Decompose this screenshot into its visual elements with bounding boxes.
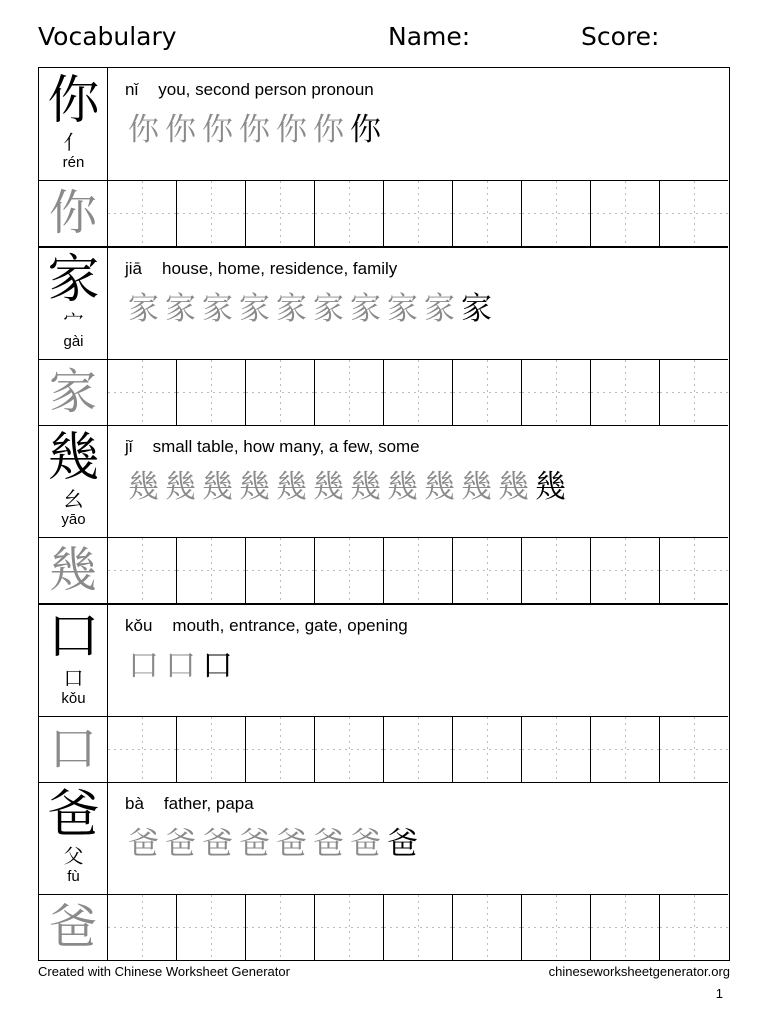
practice-cell[interactable] xyxy=(177,538,246,603)
stroke-step: 幾 xyxy=(350,469,381,505)
radical: 亻 xyxy=(63,130,84,154)
practice-cell[interactable] xyxy=(384,360,453,425)
practice-cell[interactable] xyxy=(315,181,384,246)
stroke-step: 幾 xyxy=(128,469,159,505)
entry-info-row xyxy=(39,604,728,717)
stroke-step: 你 xyxy=(202,112,233,148)
score-label: Score: xyxy=(581,22,660,51)
pinyin: bà xyxy=(125,794,144,813)
practice-row xyxy=(39,538,728,603)
entry-info xyxy=(125,259,397,279)
practice-cell[interactable] xyxy=(108,181,177,246)
name-label: Name: xyxy=(388,22,471,51)
practice-cell[interactable] xyxy=(591,717,660,782)
stroke-step: 家 xyxy=(313,290,344,327)
stroke-step: 幾 xyxy=(498,469,529,505)
practice-cell[interactable] xyxy=(591,360,660,425)
practice-cell[interactable] xyxy=(177,895,246,960)
practice-cell[interactable] xyxy=(384,181,453,246)
practice-cell[interactable] xyxy=(384,895,453,960)
practice-cell[interactable] xyxy=(453,538,522,603)
pinyin: kǒu xyxy=(125,615,153,635)
stroke-step: 你 xyxy=(165,112,196,148)
meaning: you, second person pronoun xyxy=(158,80,374,99)
practice-cell[interactable] xyxy=(453,181,522,246)
practice-cell[interactable] xyxy=(246,181,315,246)
practice-sheet xyxy=(38,67,730,961)
footer-site: chineseworksheetgenerator.org xyxy=(548,964,730,979)
practice-cell[interactable] xyxy=(660,360,729,425)
radical-pinyin: kǒu xyxy=(61,689,86,707)
worksheet-header xyxy=(38,22,728,58)
practice-cell[interactable] xyxy=(522,360,591,425)
stroke-step: 口 xyxy=(165,647,196,684)
practice-cell[interactable] xyxy=(246,895,315,960)
entry-info-row xyxy=(39,68,728,181)
page-number: 1 xyxy=(715,986,723,1001)
pinyin: jiā xyxy=(125,258,143,278)
practice-cell[interactable] xyxy=(177,181,246,246)
stroke-step: 爸 xyxy=(239,826,270,862)
radical: 宀 xyxy=(63,308,84,333)
practice-cell[interactable] xyxy=(315,717,384,782)
vocab-entry xyxy=(39,247,728,426)
character-column xyxy=(39,68,108,180)
practice-cell[interactable] xyxy=(384,538,453,603)
radical-pinyin: gài xyxy=(63,332,84,350)
stroke-order-sequence xyxy=(125,287,495,331)
stroke-step: 幾 xyxy=(461,469,492,505)
practice-cell[interactable] xyxy=(591,895,660,960)
practice-cell[interactable] xyxy=(108,538,177,603)
practice-cell[interactable] xyxy=(522,181,591,246)
vocab-entry xyxy=(39,425,728,604)
stroke-order-sequence xyxy=(125,822,421,866)
main-character: 幾 xyxy=(47,428,100,488)
main-character: 家 xyxy=(47,249,100,310)
practice-row xyxy=(39,895,728,960)
pinyin: jǐ xyxy=(125,437,133,456)
stroke-step: 幾 xyxy=(276,469,307,505)
main-character: 你 xyxy=(47,71,100,131)
stroke-step: 你 xyxy=(239,112,270,148)
character-column xyxy=(39,604,108,716)
vocab-entry xyxy=(39,68,728,247)
stroke-order-sequence xyxy=(125,108,384,152)
practice-cell[interactable] xyxy=(246,717,315,782)
trace-character: 你 xyxy=(39,181,108,246)
radical-pinyin: fù xyxy=(67,868,80,885)
practice-row xyxy=(39,181,728,246)
radical-pinyin: rén xyxy=(62,154,85,171)
practice-cell[interactable] xyxy=(315,360,384,425)
stroke-step: 家 xyxy=(239,290,270,327)
practice-row xyxy=(39,360,728,425)
practice-cell[interactable] xyxy=(591,538,660,603)
stroke-step: 幾 xyxy=(165,469,196,505)
entry-info xyxy=(125,437,420,457)
practice-cell[interactable] xyxy=(246,538,315,603)
pinyin: nǐ xyxy=(125,80,139,99)
character-column xyxy=(39,247,108,359)
stroke-step: 爸 xyxy=(350,826,381,862)
stroke-order-sequence xyxy=(125,644,236,688)
practice-cell[interactable] xyxy=(315,895,384,960)
practice-cell[interactable] xyxy=(660,717,729,782)
trace-character: 家 xyxy=(39,360,108,425)
radical: 幺 xyxy=(63,487,84,511)
stroke-step: 家 xyxy=(165,290,196,327)
character-column xyxy=(39,425,108,537)
stroke-step: 爸 xyxy=(387,826,418,862)
stroke-step: 你 xyxy=(276,112,307,148)
practice-cell[interactable] xyxy=(177,360,246,425)
practice-cell[interactable] xyxy=(315,538,384,603)
stroke-step: 家 xyxy=(202,290,233,327)
meaning: small table, how many, a few, some xyxy=(152,437,420,456)
practice-cell[interactable] xyxy=(522,538,591,603)
vocab-entry xyxy=(39,604,728,783)
main-character: 口 xyxy=(47,606,100,667)
vocab-entry xyxy=(39,782,728,961)
practice-cell[interactable] xyxy=(591,181,660,246)
stroke-step: 你 xyxy=(350,112,381,148)
stroke-step: 家 xyxy=(350,290,381,327)
practice-cell[interactable] xyxy=(660,895,729,960)
stroke-step: 爸 xyxy=(313,826,344,862)
stroke-step: 幾 xyxy=(424,469,455,505)
practice-cell[interactable] xyxy=(108,360,177,425)
stroke-step: 幾 xyxy=(535,469,566,505)
entry-info xyxy=(125,616,408,636)
stroke-step: 家 xyxy=(387,290,418,327)
stroke-step: 家 xyxy=(128,290,159,327)
radical-pinyin: yāo xyxy=(61,511,86,528)
worksheet-title: Vocabulary xyxy=(38,22,177,51)
trace-character: 口 xyxy=(39,717,108,782)
practice-row xyxy=(39,717,728,782)
entry-info-row xyxy=(39,247,728,360)
practice-cell[interactable] xyxy=(660,538,729,603)
character-column xyxy=(39,782,108,894)
stroke-step: 幾 xyxy=(387,469,418,505)
meaning: mouth, entrance, gate, opening xyxy=(172,615,408,635)
trace-character: 幾 xyxy=(39,538,108,603)
practice-cell[interactable] xyxy=(108,895,177,960)
radical: 父 xyxy=(63,844,84,868)
stroke-step: 家 xyxy=(461,290,492,327)
practice-cell[interactable] xyxy=(453,895,522,960)
stroke-step: 你 xyxy=(313,112,344,148)
stroke-step: 口 xyxy=(128,647,159,684)
practice-cell[interactable] xyxy=(453,717,522,782)
footer-credit: Created with Chinese Worksheet Generator xyxy=(38,964,290,979)
stroke-step: 家 xyxy=(424,290,455,327)
stroke-step: 你 xyxy=(128,112,159,148)
meaning: house, home, residence, family xyxy=(162,258,398,278)
stroke-step: 幾 xyxy=(239,469,270,505)
stroke-step: 爸 xyxy=(165,826,196,862)
practice-cell[interactable] xyxy=(660,181,729,246)
practice-cell[interactable] xyxy=(522,717,591,782)
entry-info-row xyxy=(39,425,728,538)
practice-cell[interactable] xyxy=(453,360,522,425)
stroke-step: 口 xyxy=(202,647,233,684)
meaning: father, papa xyxy=(163,794,254,813)
stroke-step: 幾 xyxy=(202,469,233,505)
practice-cell[interactable] xyxy=(522,895,591,960)
stroke-step: 家 xyxy=(276,290,307,327)
practice-cell[interactable] xyxy=(246,360,315,425)
radical: 口 xyxy=(63,665,84,690)
stroke-step: 爸 xyxy=(128,826,159,862)
practice-cell[interactable] xyxy=(177,717,246,782)
stroke-step: 幾 xyxy=(313,469,344,505)
main-character: 爸 xyxy=(47,785,100,845)
entry-info-row xyxy=(39,782,728,895)
practice-cell[interactable] xyxy=(384,717,453,782)
stroke-order-sequence xyxy=(125,465,569,509)
entry-info xyxy=(125,80,374,100)
trace-character: 爸 xyxy=(39,895,108,960)
entry-info xyxy=(125,794,254,814)
stroke-step: 爸 xyxy=(276,826,307,862)
stroke-step: 爸 xyxy=(202,826,233,862)
practice-cell[interactable] xyxy=(108,717,177,782)
